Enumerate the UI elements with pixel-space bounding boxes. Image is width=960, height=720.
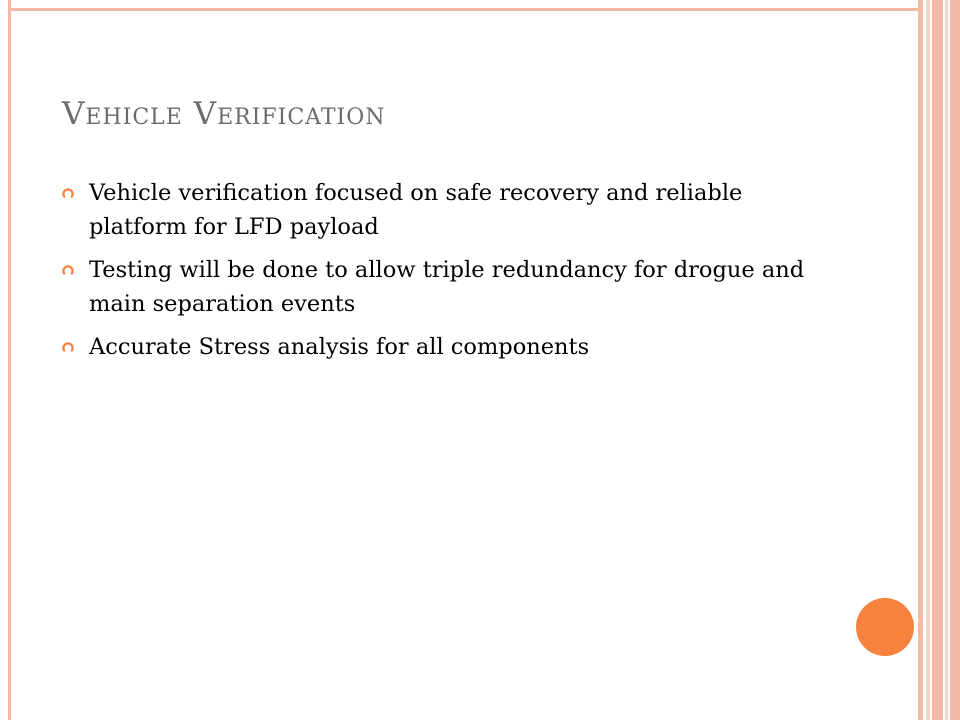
right-stripe xyxy=(945,0,948,720)
bullet-text: Testing will be done to allow triple redundancy for drogue and main separation events xyxy=(89,257,805,317)
slide-title: Vehicle Verification xyxy=(62,96,386,132)
bullet-item xyxy=(62,176,842,244)
frame-top-border xyxy=(8,8,920,11)
bullet-icon xyxy=(62,341,74,353)
right-stripe xyxy=(918,0,923,720)
bullet-item xyxy=(62,253,842,321)
bullet-item xyxy=(62,330,842,364)
right-stripe xyxy=(932,0,943,720)
bullet-text: Vehicle verification focused on safe recovery and reliable platform for LFD payload xyxy=(89,180,743,240)
bullet-list xyxy=(62,176,842,373)
right-stripe xyxy=(926,0,930,720)
bullet-icon xyxy=(62,187,74,199)
bullet-text: Accurate Stress analysis for all components xyxy=(89,334,590,360)
bullet-icon xyxy=(62,264,74,276)
right-stripe xyxy=(950,0,960,720)
frame-left-border xyxy=(8,0,11,720)
decorative-circle-icon xyxy=(856,598,914,656)
